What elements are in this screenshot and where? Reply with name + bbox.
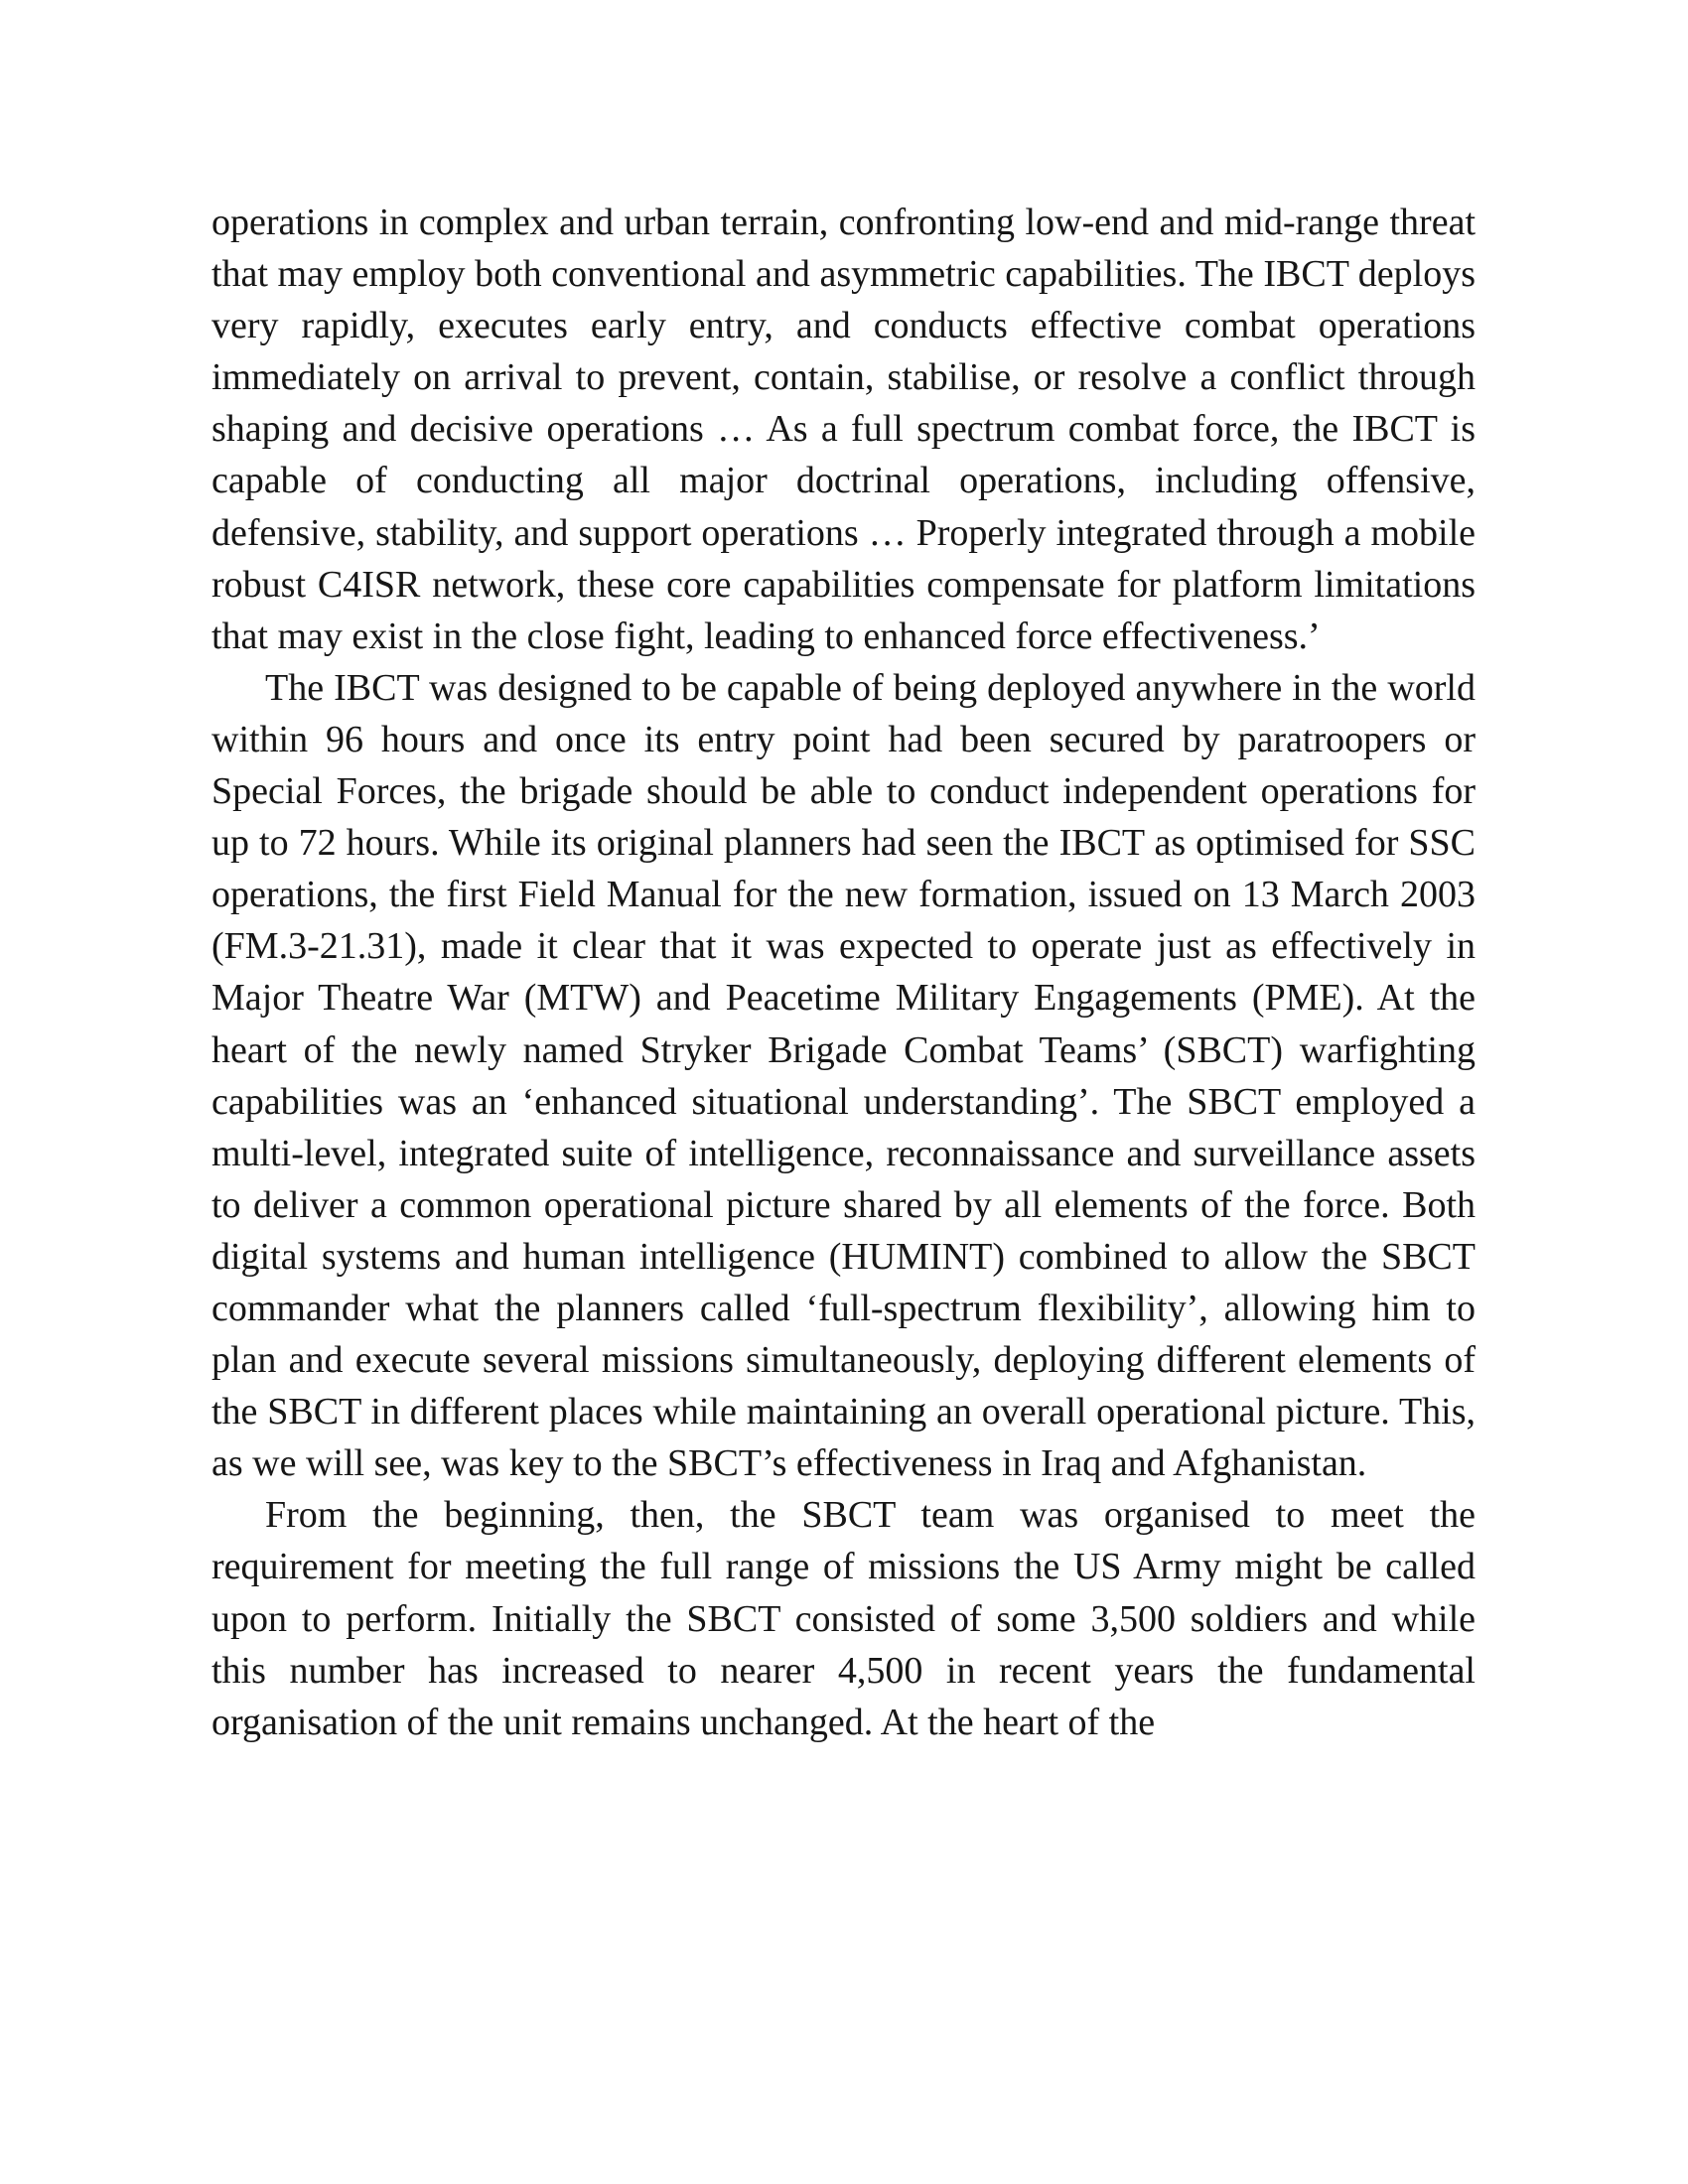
paragraph-2: The IBCT was designed to be capable of being deployed anywhere in the world within 96 hours and once its entry point had been secured by paratroopers or Special Forces, the brigade should be able to conduct independent operations for up to 72 hours. While its original planners had seen the IBCT as optimised for SSC operations, the first Field Manual for the new formation, issued on 13 March 2003 (FM.3-21.31), made it clear that it was expected to operate just as effectively in Major Theatre War (MTW) and Peacetime Military Engagements (PME). At the heart of the newly named Stryker Brigade Combat Teams’ (SBCT) warfighting capabilities was an ‘enhanced situational understanding’. The SBCT employed a multi-level, integrated suite of intelligence, reconnaissance and surveillance assets to deliver a common operational picture shared by all elements of the force. Both digital systems and human intelligence (HUMINT) combined to allow the SBCT commander what the planners called ‘full-spectrum flexibility’, allowing him to plan and execute several missions simultaneously, deploying different elements of the SBCT in different places while maintaining an overall operational picture. This, as we will see, was key to the SBCT’s effectiveness in Iraq and Afghanistan.: [211, 666, 1476, 1485]
paragraph-1: operations in complex and urban terrain, confronting low-end and mid-range threat that may employ both conventional and asymmetric capabilities. The IBCT deploys very rapidly, executes early entry, and conducts effective combat operations immediately on arrival to prevent, contain, stabilise, or resolve a conflict through shaping and decisive operations … As a full spectrum combat force, the IBCT is capable of conducting all major doctrinal operations, including offensive, defensive, stability, and support operations … Properly integrated through a mobile robust C4ISR network, these core capabilities compensate for platform limitations that may exist in the close fight, leading to enhanced force effectiveness.’: [211, 202, 1476, 657]
paragraph-3: From the beginning, then, the SBCT team was organised to meet the requirement for meeting the full range of missions the US Army might be called upon to perform. Initially the SBCT consisted of some 3,500 soldiers and while this number has increased to nearer 4,500 in recent years the fundamental organisation of the unit remains unchanged. At the heart of the: [211, 1494, 1476, 1743]
page-body: [211, 197, 1476, 1748]
